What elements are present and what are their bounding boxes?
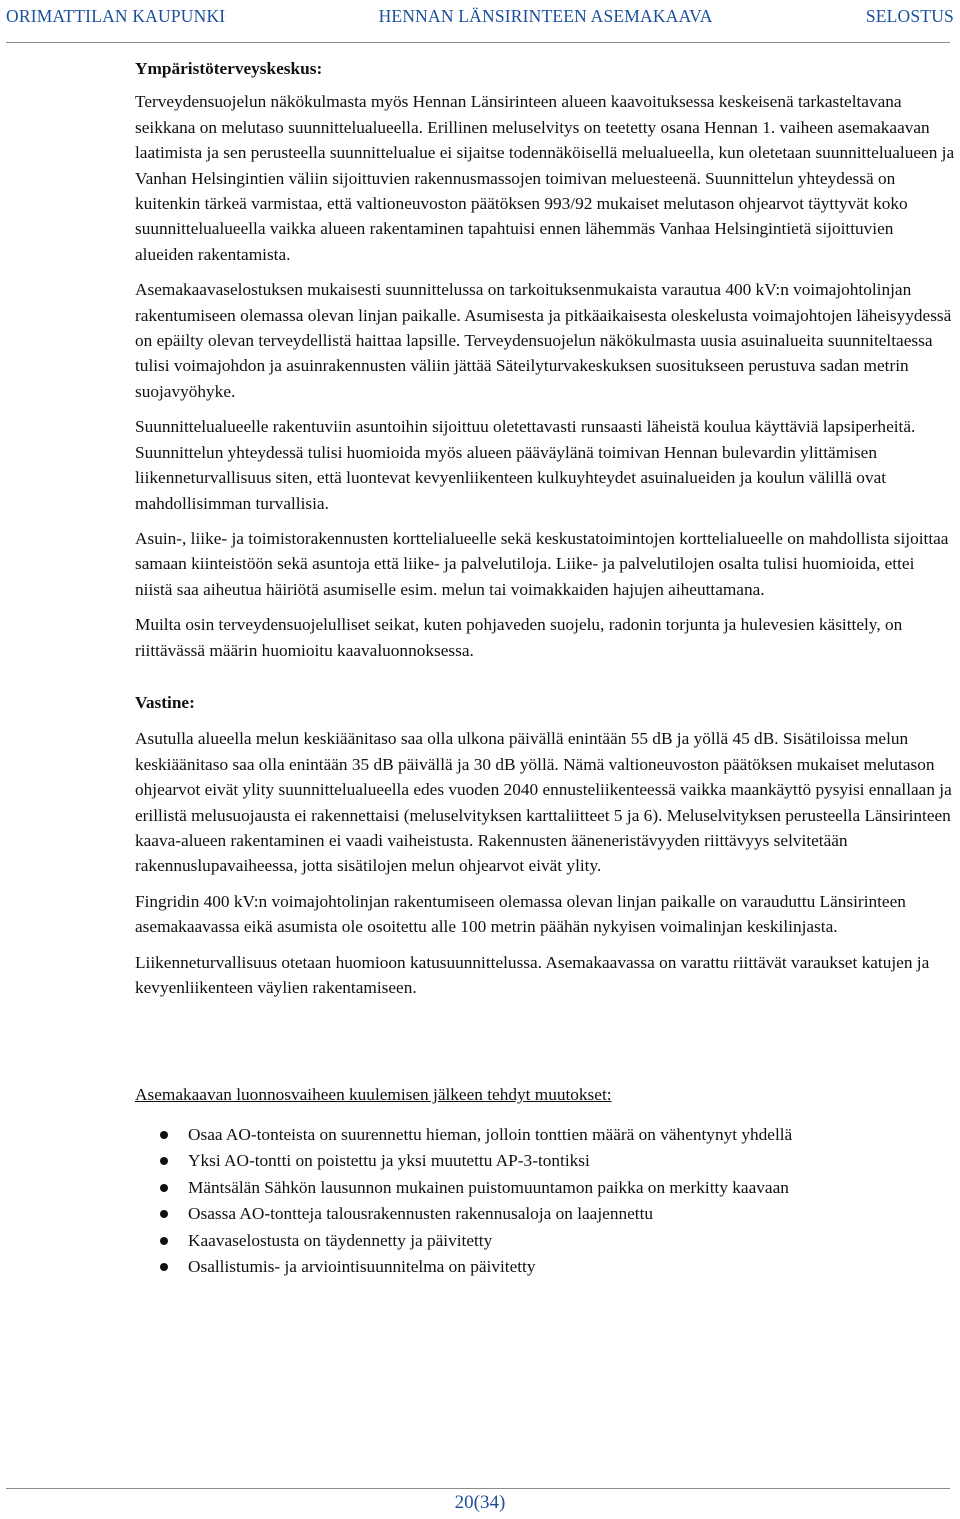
changes-heading: Asemakaavan luonnosvaiheen kuulemisen jälkeen tehdyt muutokset: — [135, 1085, 612, 1105]
paragraph: Muilta osin terveydensuojelulliset seikat, kuten pohjaveden suojelu, radonin torjunta ja hulevesien käsittely, on riittävässä määrin huomioitu kaavaluonnoksessa. — [135, 615, 903, 660]
footer-divider — [6, 1488, 950, 1489]
list-item — [135, 1201, 955, 1228]
bullet-icon — [160, 1210, 168, 1218]
list-item-text: Mäntsälän Sähkön lausunnon mukainen puistomuuntamon paikka on merkitty kaavaan — [188, 1177, 789, 1197]
bullet-icon — [160, 1131, 168, 1139]
bullet-icon — [160, 1157, 168, 1165]
bullet-icon — [160, 1237, 168, 1245]
header-divider — [6, 42, 950, 43]
section-spacer — [135, 1010, 955, 1082]
bullet-icon — [160, 1184, 168, 1192]
section-heading-vastine: Vastine: — [135, 692, 195, 712]
list-item — [135, 1122, 955, 1149]
list-item — [135, 1254, 955, 1281]
changes-list — [135, 1122, 955, 1281]
section-heading-ymparistoterveyskeskus: Ympäristöterveyskeskus: — [135, 59, 323, 78]
list-item — [135, 1228, 955, 1255]
list-item — [135, 1148, 955, 1175]
paragraph: Asuin-, liike- ja toimistorakennusten korttelialueelle sekä keskustatoimintojen korttelialueelle on mahdollista sijoittaa samaan kiinteistöön sekä asuntoja että liike- ja palvelutiloja. Liike- ja palvelutilojen osalta tulisi huomioida, ettei niistä saa aiheutua häiriötä asumiselle esim. melun tai voimakkaiden hajujen aiheuttamana. — [135, 528, 949, 599]
list-item-text: Kaavaselostusta on täydennetty ja päivitetty — [188, 1230, 493, 1250]
list-item — [135, 1175, 955, 1202]
page-content — [135, 56, 955, 1281]
bullet-icon — [160, 1263, 168, 1271]
page-header — [6, 2, 954, 30]
paragraph: Liikenneturvallisuus otetaan huomioon katusuunnittelussa. Asemakaavassa on varattu riittävät varaukset katujen ja kevyenliikenteen väylien rakentamiseen. — [135, 952, 930, 997]
list-item-text: Osaa AO-tonteista on suurennettu hieman, jolloin tonttien määrä on vähentynyt yhdellä — [188, 1124, 793, 1144]
header-document-type: SELOSTUS — [865, 5, 954, 26]
list-item-text: Osassa AO-tontteja talousrakennusten rakennusaloja on laajennettu — [188, 1204, 654, 1224]
page-number: 20(34) — [454, 1492, 506, 1513]
paragraph: Asutulla alueella melun keskiäänitaso saa olla ulkona päivällä enintään 55 dB ja yöllä 45 dB. Sisätiloissa melun keskiäänitaso saa olla enintään 35 dB päivällä ja 30 dB yöllä. Nämä valtioneuvoston päätöksen mukaiset melutason ohjearvot eivät ylity suunnittelualueella edes vuoden 2040 ennusteliikenteessä vaikka maankäyttö pysyisi ennallaan ja erillistä melusuojausta ei rakennettaisi (meluselvityksen karttaliitteet 5 ja 6). Meluselvityksen perusteella Länsirinteen kaava-alueen rakentaminen ei vaadi vaiheistusta. Rakennusten ääneneristävyyden riittävyys selvitetään rakennuslupavaiheessa, jotta sisätilojen melun ohjearvot eivät ylity. — [135, 729, 952, 876]
header-document-title: HENNAN LÄNSIRINTEEN ASEMAKAAVA — [378, 5, 713, 26]
paragraph: Terveydensuojelun näkökulmasta myös Hennan Länsirinteen alueen kaavoituksessa keskeisenä tarkasteltavana seikkana on melutaso suunnittelualueella. Erillinen meluselvitys on teetetty osana Hennan 1. vaiheen asemakaavan laatimista ja sen perusteella suunnittelualue ei sijaitse todennäköisellä melualueella, kun oletetaan suunnittelualueen ja Vanhan Helsingintien väliin sijoittuvien rakennusmassojen toimivan meluesteenä. Suunnittelun yhteydessä on kuitenkin tärkeä varmistaa, että valtioneuvoston päätöksen 993/92 mukaiset melutason ohjearvot täyttyvät koko suunnittelualueella vaikka alueen rakentaminen tapahtuisi ennen lähemmäs Vanhaa Helsingintietä sijoittuvien alueiden rakentamista. — [135, 92, 955, 264]
paragraph: Fingridin 400 kV:n voimajohtolinjan rakentumiseen olemassa olevan linjan paikalle on varauduttu Länsirinteen asemakaavassa eikä asumista ole osoitettu alle 100 metrin päähän nykyisen voimalinjan keskilinjasta. — [135, 891, 906, 937]
paragraph: Asemakaavaselostuksen mukaisesti suunnittelussa on tarkoituksenmukaista varautua 400 kV:n voimajohtolinjan rakentumiseen olemassa olevan linjan paikalle. Asumisesta ja pitkäaikaisesta oleskelusta voimajohtojen läheisyydessä on epäilty olevan terveydellistä haittaa lapsille. Terveydensuojelun näkökulmasta uusia asuinalueita suunniteltaessa tulisi voimajohdon ja asuinrakennusten väliin jättää Säteilyturvakeskuksen suositukseen perustuva sadan metrin suojavyöhyke. — [135, 280, 952, 401]
list-item-text: Osallistumis- ja arviointisuunnitelma on päivitetty — [188, 1257, 536, 1277]
paragraph: Suunnittelualueelle rakentuviin asuntoihin sijoittuu oletettavasti runsaasti läheistä koulua käyttäviä lapsiperheitä. Suunnittelun yhteydessä tulisi huomioida myös alueen pääväylänä toimivan Hennan bulevardin ylittämisen liikenneturvallisuus siten, että luontevat kevyenliikenteen kulkuyhteydet asuinalueiden ja koulun välillä ovat mahdollisimman turvallisia. — [135, 417, 916, 513]
list-item-text: Yksi AO-tontti on poistettu ja yksi muutettu AP-3-tontiksi — [188, 1151, 590, 1171]
header-organization: ORIMATTILAN KAUPUNKI — [6, 5, 226, 26]
